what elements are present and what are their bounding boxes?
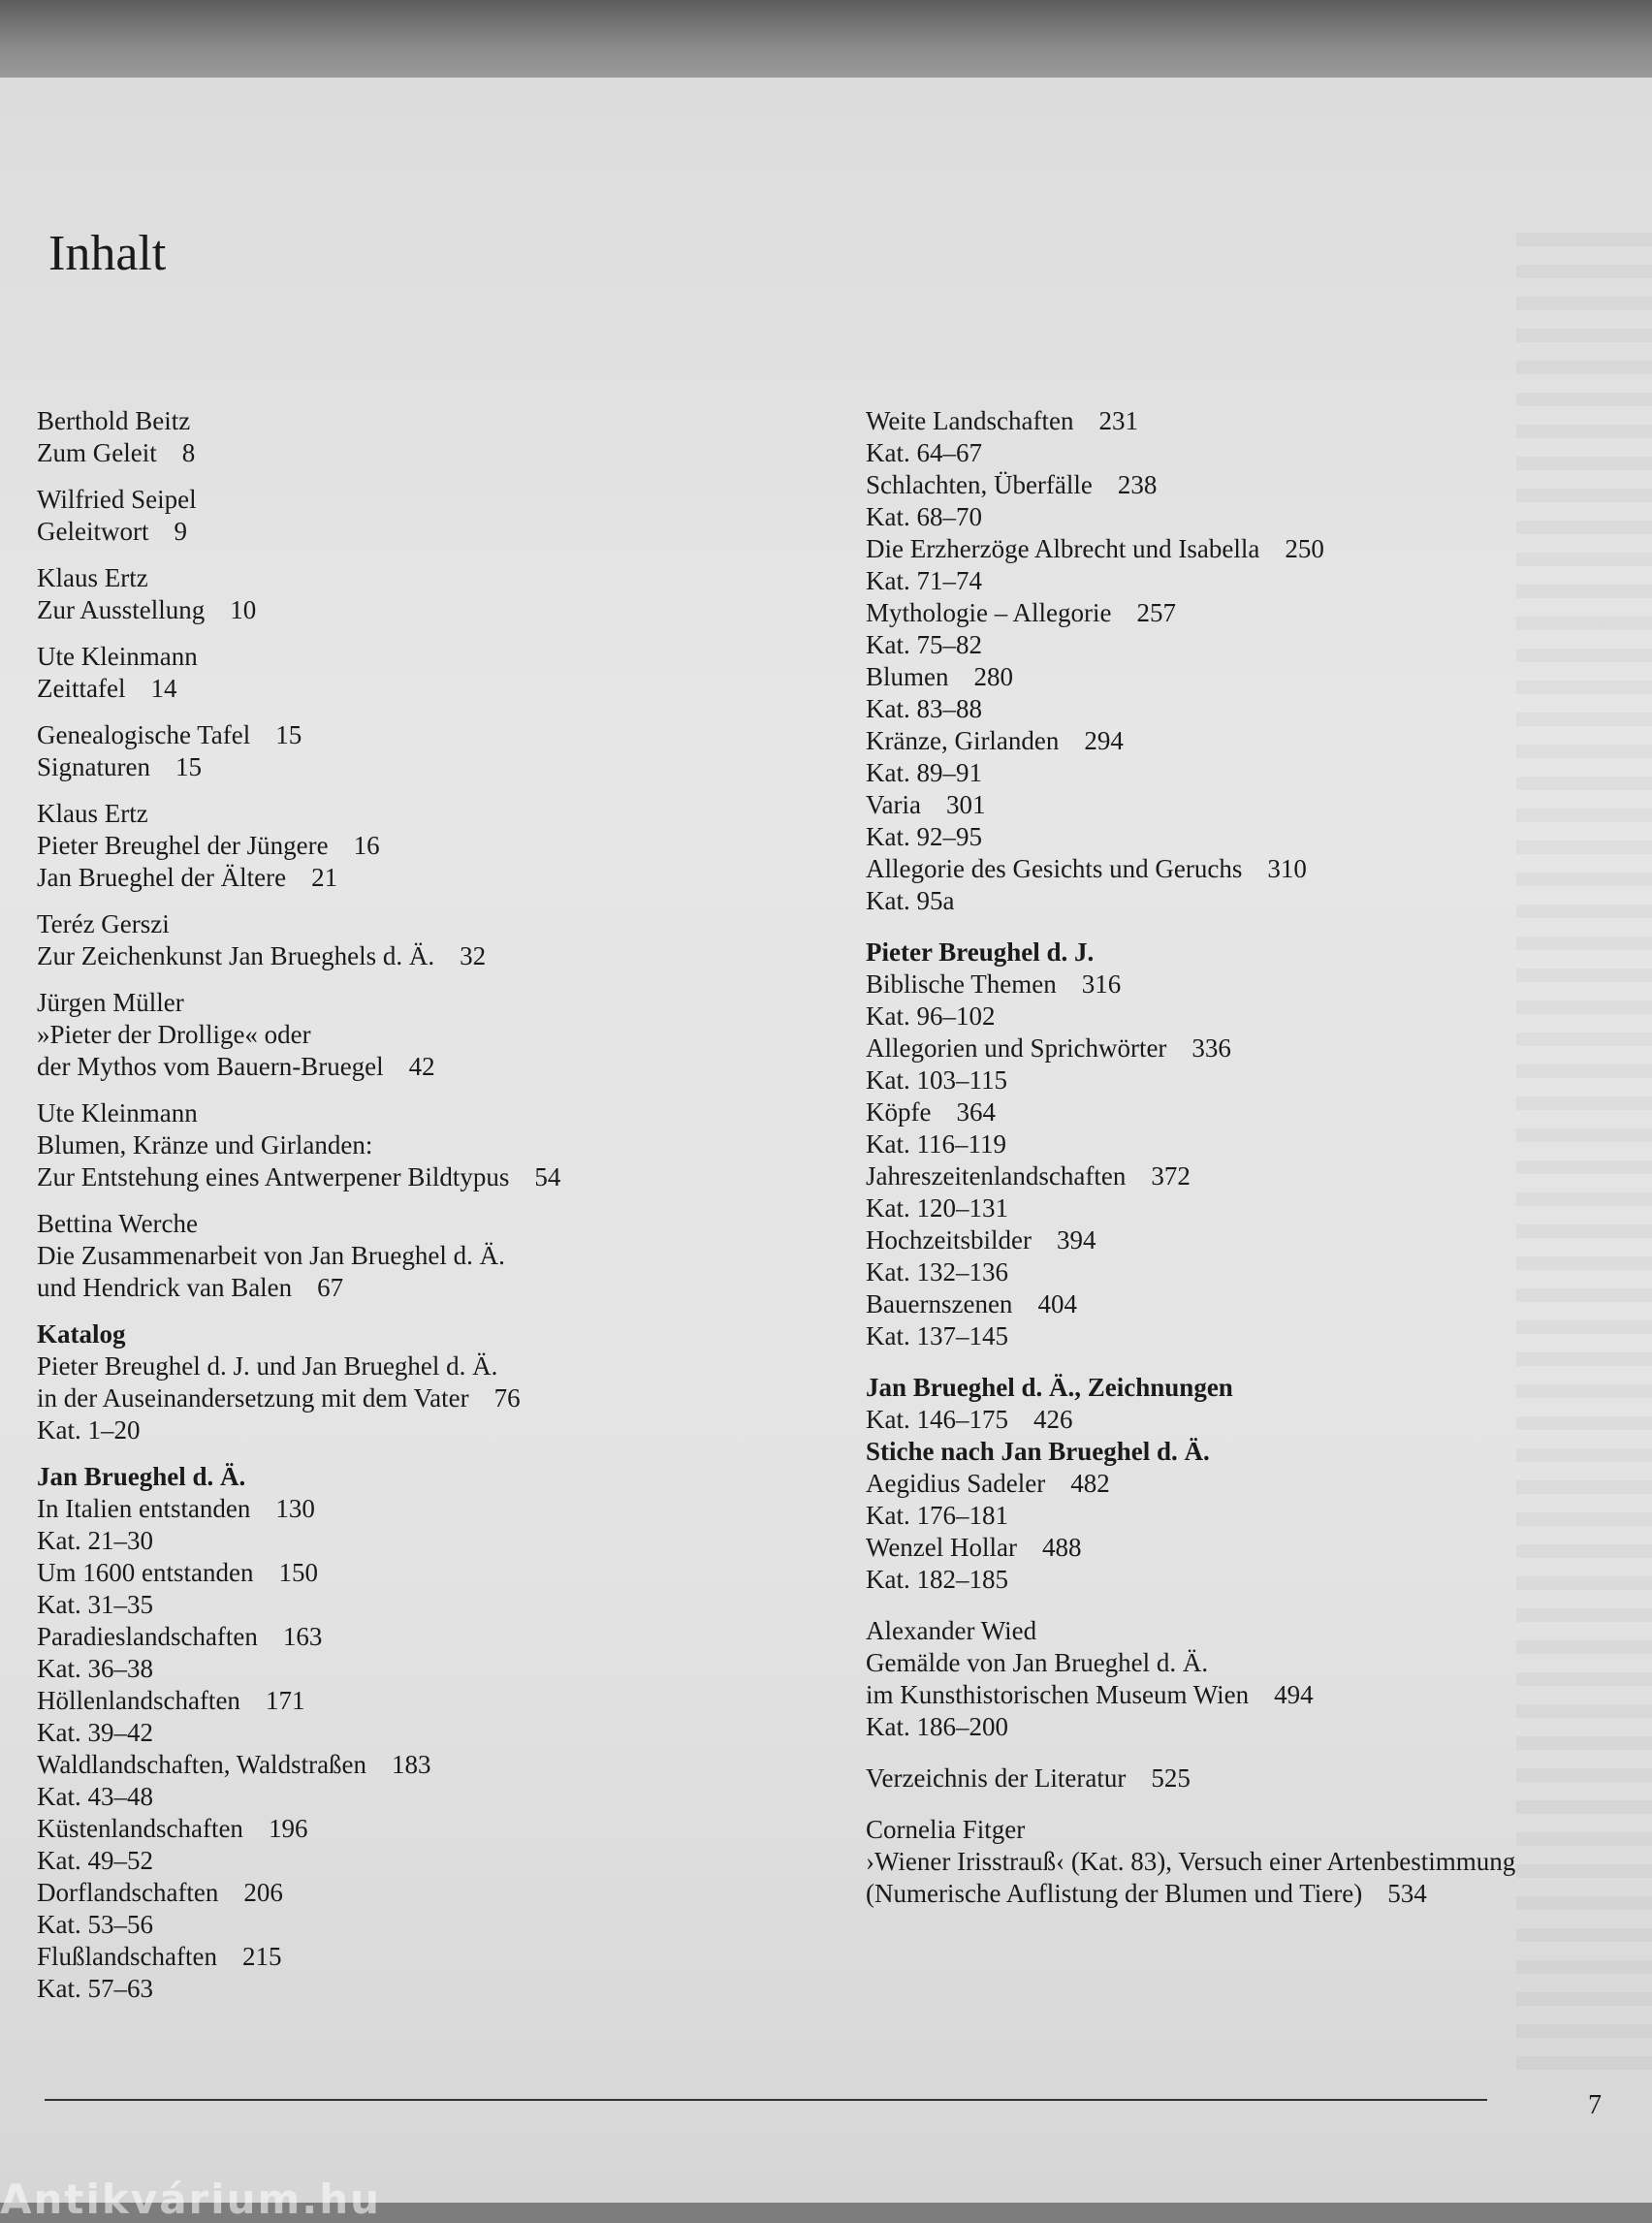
toc-right-column	[866, 405, 1641, 1924]
toc-line-text: Kat. 96–102	[866, 1001, 996, 1031]
toc-line	[37, 484, 832, 516]
toc-line-text: Kat. 31–35	[37, 1590, 153, 1619]
toc-line	[37, 987, 832, 1019]
toc-line-text: Kat. 89–91	[866, 758, 982, 787]
toc-page-number: 76	[493, 1383, 521, 1413]
toc-line-text: Kat. 21–30	[37, 1526, 153, 1555]
toc-page-number: 215	[241, 1942, 282, 1971]
toc-line	[866, 1096, 1641, 1128]
toc-line-text: Verzeichnis der Literatur	[866, 1763, 1127, 1793]
toc-line-text: Dorflandschaften	[37, 1878, 219, 1907]
toc-line-text: Geleitwort	[37, 517, 149, 546]
toc-section-heading	[866, 937, 1641, 969]
toc-line-text: Allegorie des Gesichts und Geruchs	[866, 854, 1243, 883]
toc-entry	[37, 908, 832, 972]
toc-line-text: Paradieslandschaften	[37, 1622, 258, 1651]
toc-line	[866, 1647, 1641, 1679]
toc-line-text: Varia	[866, 790, 921, 819]
toc-page-number: 206	[243, 1878, 283, 1907]
toc-line-text: Weite Landschaften	[866, 406, 1074, 435]
toc-entry	[37, 1097, 832, 1193]
toc-line	[866, 469, 1641, 501]
toc-line-text: Kat. 75–82	[866, 630, 982, 659]
toc-line	[866, 1500, 1641, 1532]
toc-line	[866, 1763, 1641, 1794]
toc-line	[37, 1973, 832, 2005]
toc-line-text: Allegorien und Sprichwörter	[866, 1033, 1167, 1063]
page-title: Inhalt	[48, 226, 167, 281]
toc-line	[37, 405, 832, 437]
toc-line-text: Zur Entstehung eines Antwerpener Bildtypus	[37, 1162, 510, 1191]
toc-line	[37, 1208, 832, 1240]
toc-page-number: 171	[265, 1686, 305, 1715]
toc-line	[866, 1846, 1641, 1878]
toc-line	[866, 1320, 1641, 1352]
toc-line	[37, 908, 832, 940]
toc-page-number: 404	[1037, 1289, 1077, 1318]
toc-line-text: ›Wiener Irisstrauß‹ (Kat. 83), Versuch einer Artenbestimmung	[866, 1847, 1516, 1876]
toc-page-number: 394	[1056, 1225, 1096, 1254]
toc-entry	[866, 937, 1641, 1352]
toc-line	[37, 1350, 832, 1382]
toc-line-text: Köpfe	[866, 1097, 932, 1127]
toc-page-number: 15	[275, 720, 302, 749]
toc-page-number: 482	[1070, 1469, 1110, 1498]
toc-page-number: 9	[174, 517, 187, 546]
toc-line-text: Pieter Breughel der Jüngere	[37, 831, 329, 860]
toc-line	[866, 565, 1641, 597]
toc-line	[866, 789, 1641, 821]
toc-page-number: 16	[353, 831, 380, 860]
toc-line	[37, 830, 832, 862]
toc-line-text: Jan Brueghel d. Ä.	[37, 1462, 246, 1491]
toc-line-text: Kat. 116–119	[866, 1129, 1006, 1159]
toc-line	[866, 969, 1641, 1000]
toc-line	[866, 1615, 1641, 1647]
toc-line	[37, 437, 832, 469]
toc-page-number: 231	[1098, 406, 1138, 435]
toc-page-number: 257	[1136, 598, 1176, 627]
toc-line-text: und Hendrick van Balen	[37, 1273, 293, 1302]
toc-line	[866, 1288, 1641, 1320]
toc-line	[37, 1877, 832, 1909]
toc-line	[866, 1128, 1641, 1160]
toc-line	[866, 533, 1641, 565]
toc-line	[866, 1679, 1641, 1711]
toc-line-text: Kat. 182–185	[866, 1565, 1008, 1594]
toc-line	[37, 1493, 832, 1525]
toc-line	[866, 1032, 1641, 1064]
toc-line	[866, 693, 1641, 725]
toc-line-text: Kat. 1–20	[37, 1415, 141, 1445]
toc-line	[37, 1382, 832, 1414]
toc-section-heading	[37, 1318, 832, 1350]
toc-line-text: Biblische Themen	[866, 969, 1057, 999]
toc-line-text: Die Erzherzöge Albrecht und Isabella	[866, 534, 1260, 563]
toc-line-text: Genealogische Tafel	[37, 720, 251, 749]
toc-entry	[866, 1763, 1641, 1794]
toc-section-heading	[866, 1372, 1641, 1404]
toc-line	[37, 1097, 832, 1129]
footer-rule	[45, 2099, 1487, 2101]
toc-line-text: Kat. 43–48	[37, 1782, 153, 1811]
toc-line	[866, 1064, 1641, 1096]
toc-line-text: Teréz Gerszi	[37, 909, 170, 938]
toc-line-text: Kat. 49–52	[37, 1846, 153, 1875]
toc-line	[37, 798, 832, 830]
toc-line	[37, 1749, 832, 1781]
toc-line-text: Klaus Ertz	[37, 799, 148, 828]
page-number: 7	[1588, 2090, 1602, 2120]
toc-line-text: Wenzel Hollar	[866, 1533, 1018, 1562]
toc-line-text: Kat. 92–95	[866, 822, 982, 851]
toc-line-text: Pieter Breughel d. J.	[866, 937, 1095, 967]
toc-line	[866, 437, 1641, 469]
toc-line	[866, 629, 1641, 661]
toc-line	[37, 1051, 832, 1083]
toc-line-text: Gemälde von Jan Brueghel d. Ä.	[866, 1648, 1209, 1677]
toc-line-text: Kat. 132–136	[866, 1257, 1008, 1286]
toc-line-text: Cornelia Fitger	[866, 1815, 1026, 1844]
toc-line-text: Kat. 176–181	[866, 1501, 1008, 1530]
toc-line	[37, 1621, 832, 1653]
toc-line-text: Klaus Ertz	[37, 563, 148, 592]
toc-line-text: in der Auseinandersetzung mit dem Vater	[37, 1383, 469, 1413]
toc-line	[37, 1909, 832, 1941]
toc-entry	[37, 405, 832, 469]
toc-line	[37, 1717, 832, 1749]
toc-line	[37, 1240, 832, 1272]
toc-line	[866, 597, 1641, 629]
toc-line	[866, 1532, 1641, 1564]
toc-line-text: Kat. 83–88	[866, 694, 982, 723]
toc-left-column	[37, 405, 832, 2019]
toc-line	[37, 516, 832, 548]
toc-page-number: 336	[1191, 1033, 1231, 1063]
toc-line-text: Zum Geleit	[37, 438, 157, 467]
toc-line-text: Alexander Wied	[866, 1616, 1037, 1645]
toc-line-text: Zeittafel	[37, 674, 126, 703]
toc-line	[37, 1161, 832, 1193]
toc-page-number: 238	[1117, 470, 1158, 499]
toc-line	[37, 1589, 832, 1621]
toc-line-text: Ute Kleinmann	[37, 642, 198, 671]
toc-line	[866, 661, 1641, 693]
toc-line-text: Kat. 95a	[866, 886, 955, 915]
toc-line-text: Katalog	[37, 1319, 126, 1349]
toc-page-number: 294	[1084, 726, 1124, 755]
toc-line-text: Ute Kleinmann	[37, 1098, 198, 1127]
toc-line	[866, 1814, 1641, 1846]
toc-line-text: Kat. 68–70	[866, 502, 982, 531]
toc-entry	[866, 405, 1641, 917]
toc-line-text: Jan Brueghel d. Ä., Zeichnungen	[866, 1373, 1233, 1402]
toc-line	[866, 501, 1641, 533]
toc-line	[866, 725, 1641, 757]
toc-line-text: Wilfried Seipel	[37, 485, 197, 514]
toc-entry	[37, 798, 832, 894]
toc-line	[37, 1781, 832, 1813]
toc-line-text: der Mythos vom Bauern-Bruegel	[37, 1052, 384, 1081]
toc-line	[866, 1404, 1641, 1436]
toc-line-text: Kat. 103–115	[866, 1065, 1007, 1095]
toc-line-text: Kat. 53–56	[37, 1910, 153, 1939]
toc-page-number: 54	[534, 1162, 561, 1191]
toc-line-text: Waldlandschaften, Waldstraßen	[37, 1750, 367, 1779]
toc-entry	[37, 1461, 832, 2005]
toc-line	[866, 1711, 1641, 1743]
toc-line-text: Zur Ausstellung	[37, 595, 206, 624]
toc-line	[37, 1813, 832, 1845]
toc-line	[37, 940, 832, 972]
toc-line	[37, 562, 832, 594]
toc-line	[37, 1941, 832, 1973]
toc-entry	[37, 1318, 832, 1446]
toc-page-number: 163	[282, 1622, 323, 1651]
toc-line	[37, 1414, 832, 1446]
toc-line-text: Kat. 39–42	[37, 1718, 153, 1747]
toc-line-text: Mythologie – Allegorie	[866, 598, 1112, 627]
toc-page-number: 67	[317, 1273, 344, 1302]
toc-page-number: 364	[956, 1097, 996, 1127]
toc-line	[866, 885, 1641, 917]
toc-line	[37, 673, 832, 705]
toc-line-text: Kat. 186–200	[866, 1712, 1008, 1741]
watermark-text: Antikvárium.hu	[0, 2175, 382, 2223]
toc-entry	[866, 1615, 1641, 1743]
toc-line-text: Kat. 146–175	[866, 1405, 1008, 1434]
toc-line	[37, 1685, 832, 1717]
toc-line	[37, 751, 832, 783]
toc-line-text: Pieter Breughel d. J. und Jan Brueghel d. Ä.	[37, 1351, 498, 1381]
toc-entry	[37, 562, 832, 626]
toc-line	[37, 862, 832, 894]
toc-entry	[866, 1372, 1641, 1436]
toc-page-number: 14	[150, 674, 177, 703]
toc-page-number: 10	[230, 595, 257, 624]
toc-line-text: Kat. 120–131	[866, 1193, 1008, 1223]
toc-entry	[37, 987, 832, 1083]
toc-page-number: 525	[1151, 1763, 1191, 1793]
toc-page-number: 8	[181, 438, 196, 467]
toc-line	[866, 1564, 1641, 1596]
toc-page-number: 301	[945, 790, 986, 819]
toc-line-text: Stiche nach Jan Brueghel d. Ä.	[866, 1437, 1210, 1466]
toc-page-number: 42	[408, 1052, 435, 1081]
toc-line-text: Höllenlandschaften	[37, 1686, 240, 1715]
toc-line	[37, 1019, 832, 1051]
toc-line-text: Kat. 137–145	[866, 1321, 1008, 1350]
toc-page-number: 21	[311, 863, 338, 892]
toc-entry	[37, 719, 832, 783]
toc-line-text: Berthold Beitz	[37, 406, 191, 435]
toc-line-text: Küstenlandschaften	[37, 1814, 243, 1843]
toc-line-text: Bettina Werche	[37, 1209, 199, 1238]
toc-entry	[37, 484, 832, 548]
toc-line	[37, 1525, 832, 1557]
toc-line	[866, 1160, 1641, 1192]
toc-line	[866, 1256, 1641, 1288]
toc-line-text: »Pieter der Drollige« oder	[37, 1020, 311, 1049]
toc-line-text: Signaturen	[37, 752, 150, 781]
toc-page-number: 310	[1267, 854, 1307, 883]
toc-page-number: 183	[392, 1750, 431, 1779]
toc-page-number: 494	[1274, 1680, 1314, 1709]
toc-entry	[37, 641, 832, 705]
toc-line-text: Blumen, Kränze und Girlanden:	[37, 1130, 373, 1159]
toc-line	[37, 1129, 832, 1161]
toc-section-heading	[866, 1436, 1641, 1468]
toc-page-number: 316	[1081, 969, 1122, 999]
toc-line-text: Kat. 57–63	[37, 1974, 153, 2003]
toc-page-number: 196	[268, 1814, 308, 1843]
background-surface	[0, 0, 1652, 78]
toc-line-text: Kat. 36–38	[37, 1654, 153, 1683]
toc-line	[866, 1000, 1641, 1032]
toc-line	[866, 1468, 1641, 1500]
toc-line-text: Hochzeitsbilder	[866, 1225, 1032, 1254]
toc-page-number: 426	[1032, 1405, 1073, 1434]
toc-page-number: 32	[460, 941, 487, 970]
toc-line-text: Bauernszenen	[866, 1289, 1013, 1318]
toc-line-text: Kat. 64–67	[866, 438, 982, 467]
toc-page-number: 150	[278, 1558, 318, 1587]
toc-line	[866, 1224, 1641, 1256]
toc-line-text: Jahreszeitenlandschaften	[866, 1161, 1127, 1191]
toc-line-text: Schlachten, Überfälle	[866, 470, 1093, 499]
toc-line	[37, 719, 832, 751]
toc-line	[866, 1192, 1641, 1224]
toc-page-number: 280	[973, 662, 1013, 691]
toc-line-text: Jürgen Müller	[37, 988, 184, 1017]
toc-entry	[866, 1814, 1641, 1910]
toc-line	[37, 641, 832, 673]
toc-line-text: Um 1600 entstanden	[37, 1558, 254, 1587]
toc-line	[866, 821, 1641, 853]
toc-page-number: 250	[1285, 534, 1324, 563]
toc-line-text: In Italien entstanden	[37, 1494, 251, 1523]
toc-line	[866, 405, 1641, 437]
toc-line-text: Kränze, Girlanden	[866, 726, 1060, 755]
toc-line-text: Kat. 71–74	[866, 566, 982, 595]
toc-page-number: 130	[275, 1494, 315, 1523]
toc-section-heading	[37, 1461, 832, 1493]
toc-line-text: im Kunsthistorischen Museum Wien	[866, 1680, 1250, 1709]
toc-line-text: Jan Brueghel der Ältere	[37, 863, 287, 892]
toc-line-text: Die Zusammenarbeit von Jan Brueghel d. Ä.	[37, 1241, 505, 1270]
toc-line-text: Zur Zeichenkunst Jan Brueghels d. Ä.	[37, 941, 435, 970]
toc-page-number: 15	[175, 752, 202, 781]
toc-line-text: Aegidius Sadeler	[866, 1469, 1046, 1498]
toc-line-text: Blumen	[866, 662, 949, 691]
toc-entry	[866, 1436, 1641, 1596]
toc-line	[37, 594, 832, 626]
toc-page-number: 372	[1151, 1161, 1191, 1191]
toc-line-text: Flußlandschaften	[37, 1942, 217, 1971]
toc-line	[37, 1845, 832, 1877]
toc-line	[37, 1557, 832, 1589]
toc-line	[37, 1653, 832, 1685]
toc-line	[866, 1878, 1641, 1910]
toc-page-number: 534	[1387, 1879, 1427, 1908]
toc-page-number: 488	[1042, 1533, 1082, 1562]
toc-line	[37, 1272, 832, 1304]
toc-line	[866, 757, 1641, 789]
toc-entry	[37, 1208, 832, 1304]
toc-line-text: (Numerische Auflistung der Blumen und Tiere)	[866, 1879, 1363, 1908]
toc-line	[866, 853, 1641, 885]
